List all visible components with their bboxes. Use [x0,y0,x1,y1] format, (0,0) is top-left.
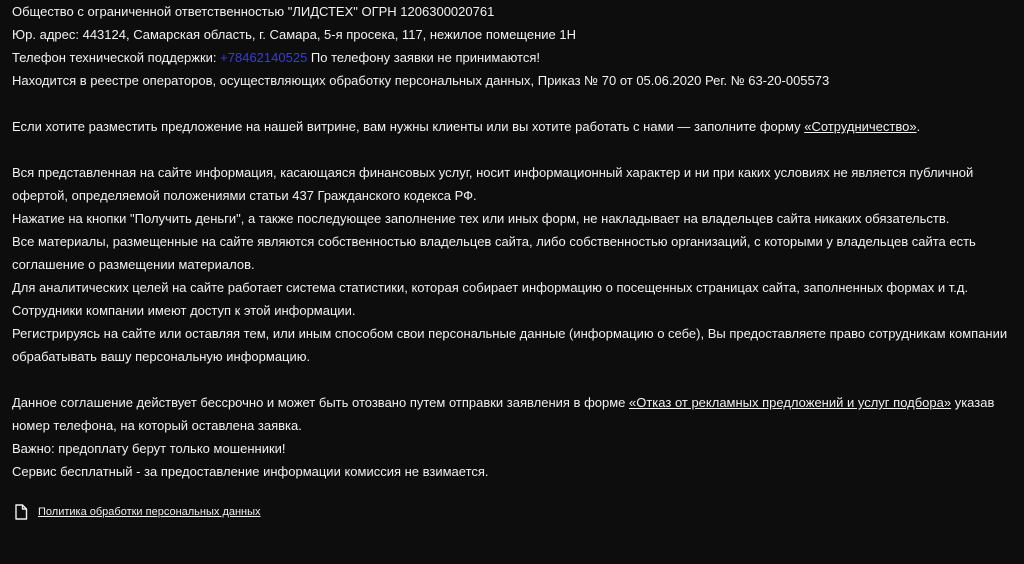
support-label: Телефон технической поддержки: [12,50,221,65]
support-note: По телефону заявки не принимаются! [307,50,541,65]
agreement-text-end: указав [951,395,995,410]
opt-out-form-link[interactable]: «Отказ от рекламных предложений и услуг подбора» [629,395,952,410]
disclaimer-line: обрабатывать вашу персональную информацию. [12,349,311,364]
company-name-line: Общество с ограниченной ответственностью "ЛИДСТЕХ" ОГРН 1206300020761 [12,4,495,19]
disclaimer-line: соглашение о размещении материалов. [12,257,255,272]
agreement-info [12,391,1012,483]
spacer [12,92,1012,115]
agreement-line [12,391,1012,414]
support-phone-link[interactable]: +78462140525 [220,50,308,65]
disclaimer-line: офертой, определяемой положениями статьи 437 Гражданского кодекса РФ. [12,188,477,203]
disclaimer [12,161,1012,368]
prepayment-warning: Важно: предоплату берут только мошенники! [12,441,286,456]
cooperation-text-end: . [916,119,921,134]
disclaimer-line: Регистрируясь на сайте или оставляя тем, или иным способом свои персональные данные (информацию о себе), Вы предоставляете право сотрудникам компании [12,326,1008,341]
cooperation-text: Если хотите разместить предложение на нашей витрине, вам нужны клиенты или вы хотите работать с нами — заполните форму [12,119,805,134]
document-icon [14,504,28,520]
company-info [12,0,1012,92]
cooperation-info [12,115,1012,138]
cooperation-line [12,115,1012,138]
agreement-line: номер телефона, на который оставлена заявка. [12,418,302,433]
operator-registry-line: Находится в реестре операторов, осуществляющих обработку персональных данных, Приказ № 70 от 05.06.2020 Рег. № 63-20-005573 [12,73,830,88]
free-service-note: Сервис бесплатный - за предоставление информации комиссия не взимается. [12,464,489,479]
disclaimer-line: Нажатие на кнопки "Получить деньги", а также последующее заполнение тех или иных форм, не накладывает на владельцев сайта никаких обязательств. [12,211,950,226]
disclaimer-line: Сотрудники компании имеют доступ к этой информации. [12,303,356,318]
spacer [12,138,1012,161]
privacy-policy [14,503,261,521]
privacy-policy-link[interactable]: Политика обработки персональных данных [38,506,261,518]
disclaimer-line: Для аналитических целей на сайте работает система статистики, которая собирает информацию о посещенных страницах сайта, заполненных формах и т.д. [12,280,969,295]
site-footer [12,0,1012,483]
agreement-text: Данное соглашение действует бессрочно и может быть отозвано путем отправки заявления в форме [12,395,630,410]
disclaimer-line: Все материалы, размещенные на сайте являются собственностью владельцев сайта, либо собственностью организаций, с которыми у владельцев сайта есть [12,234,976,249]
company-address-line: Юр. адрес: 443124, Самарская область, г. Самара, 5-я просека, 117, нежилое помещение 1Н [12,27,577,42]
support-phone-line [12,46,1012,69]
disclaimer-line: Вся представленная на сайте информация, касающаяся финансовых услуг, носит информационный характер и ни при каких условиях не является публичной [12,165,974,180]
spacer [12,368,1012,391]
cooperation-form-link[interactable]: «Сотрудничество» [804,119,917,134]
